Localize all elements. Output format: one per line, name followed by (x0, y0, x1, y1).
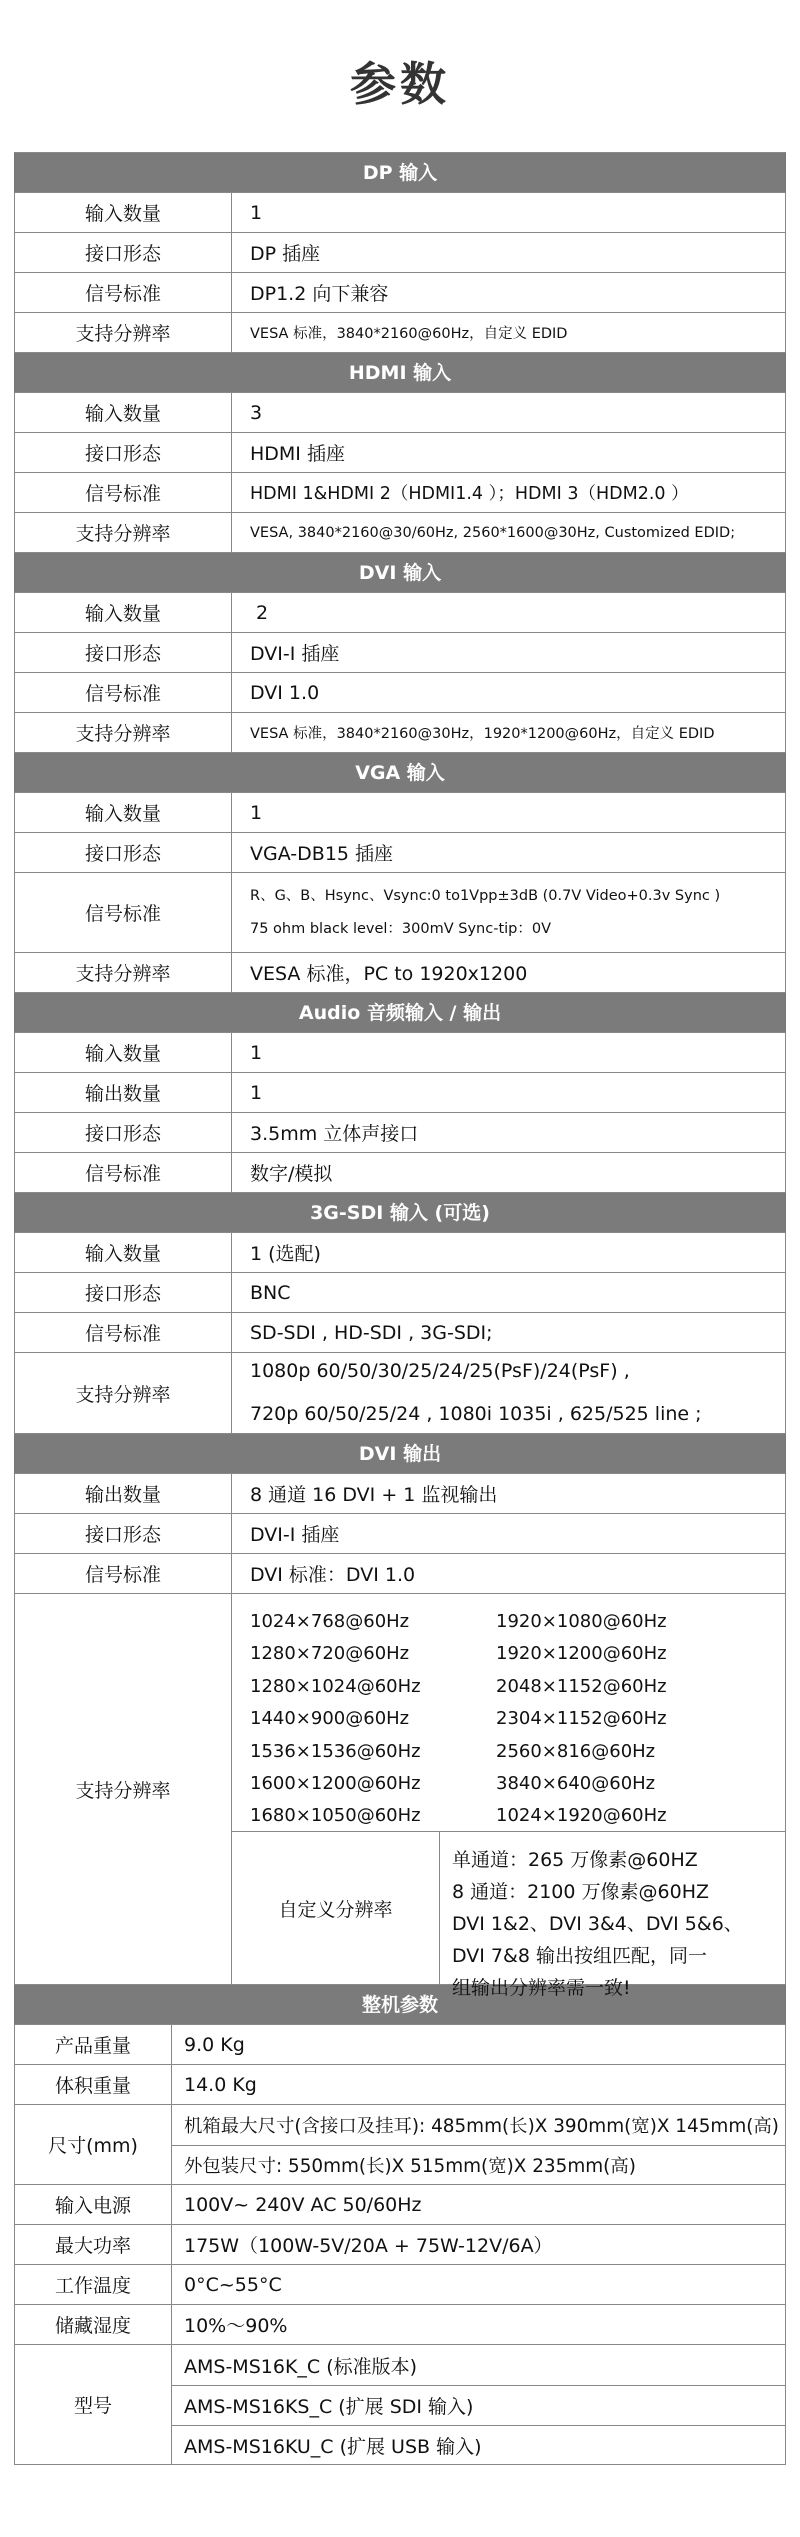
table-row (14, 2345, 786, 2465)
table-row (14, 473, 786, 513)
row-label: 信号标准 (15, 473, 232, 512)
row-value: 数字/模拟 (250, 1163, 333, 1185)
row-value: 1 (250, 1041, 263, 1064)
row-value: DVI-I 插座 (250, 643, 340, 665)
table-row (14, 1353, 786, 1434)
row-value: VESA 标准，PC to 1920x1200 (250, 963, 528, 985)
row-label: 工作温度 (15, 2265, 172, 2304)
row-label: 支持分辨率 (15, 953, 232, 992)
table-row (14, 1273, 786, 1313)
table-row (14, 1153, 786, 1193)
row-value: 1 (250, 1081, 263, 1104)
resolution-item: 2048×1152@60Hz (496, 1675, 667, 1697)
table-row (14, 1233, 786, 1273)
row-value: 2 (256, 601, 269, 624)
row-label: 接口形态 (15, 633, 232, 672)
row-label: 输入数量 (15, 1233, 232, 1272)
page-title: 参数 (350, 57, 450, 111)
row-value: HDMI 插座 (250, 443, 345, 465)
row-label: 接口形态 (15, 1273, 232, 1312)
row-label: 信号标准 (15, 1153, 232, 1192)
table-row (14, 1514, 786, 1554)
row-label: 输出数量 (15, 1474, 232, 1513)
table-row (14, 1073, 786, 1113)
table-row (14, 793, 786, 833)
value-line: DVI 7&8 输出按组匹配，同一 (452, 1945, 707, 1967)
row-value: HDMI 1&HDMI 2（HDMI1.4 ）；HDMI 3（HDM2.0 ） (250, 484, 689, 504)
row-value: 3.5mm 立体声接口 (250, 1123, 419, 1145)
row-label: 输出数量 (15, 1073, 232, 1112)
row-value: 9.0 Kg (184, 2033, 245, 2056)
table-row (14, 2185, 786, 2225)
resolution-item: 1536×1536@60Hz (250, 1740, 421, 1762)
row-label: 尺寸(mm) (15, 2105, 172, 2184)
resolution-item: 1280×720@60Hz (250, 1643, 410, 1665)
section-header-hdmi: HDMI 输入 (14, 353, 786, 393)
row-label: 输入数量 (15, 593, 232, 632)
row-value: 3 (250, 401, 263, 424)
resolution-item: 1440×900@60Hz (250, 1708, 410, 1730)
table-row (14, 2065, 786, 2105)
table-row (14, 1313, 786, 1353)
row-label: 产品重量 (15, 2025, 172, 2064)
table-row (14, 513, 786, 553)
table-row (14, 393, 786, 433)
table-row (14, 2105, 786, 2185)
row-value: 0°C~55°C (184, 2273, 282, 2296)
resolution-item: 1680×1050@60Hz (250, 1805, 421, 1827)
row-value: DP 插座 (250, 243, 321, 265)
row-value: 10%～90% (184, 2315, 288, 2337)
row-value (232, 873, 785, 952)
resolution-item: 1024×768@60Hz (250, 1611, 410, 1632)
row-value (232, 1353, 785, 1433)
row-value: BNC (250, 1281, 291, 1304)
row-label: 接口形态 (15, 433, 232, 472)
row-value: VGA-DB15 插座 (250, 843, 394, 865)
custom-resolution-row (232, 1832, 785, 1999)
row-value: 1 (250, 201, 263, 224)
row-value: VESA 标准，3840*2160@30Hz，1920*1200@60Hz，自定义 EDID (250, 726, 715, 742)
row-value: 175W（100W-5V/20A + 75W-12V/6A） (184, 2235, 553, 2257)
row-label: 信号标准 (15, 1313, 232, 1352)
row-label: 体积重量 (15, 2065, 172, 2104)
row-value: 8 通道 16 DVI + 1 监视输出 (250, 1484, 498, 1506)
table-row (14, 193, 786, 233)
value-line: DVI 1&2、DVI 3&4、DVI 5&6、 (452, 1913, 743, 1935)
custom-resolution-label: 自定义分辨率 (232, 1832, 440, 1985)
table-row (14, 593, 786, 633)
table-row (14, 1113, 786, 1153)
value-line: 8 通道：2100 万像素@60HZ (452, 1881, 710, 1903)
resolution-item: 1600×1200@60Hz (250, 1773, 421, 1795)
value-line: 1080p 60/50/30/25/24/25(PsF)/24(PsF) , (250, 1360, 630, 1382)
row-label: 支持分辨率 (15, 513, 232, 552)
row-label: 型号 (15, 2345, 172, 2464)
row-value (172, 2345, 785, 2464)
table-row (14, 1474, 786, 1514)
table-row (14, 713, 786, 753)
resolution-item: 1280×1024@60Hz (250, 1675, 421, 1697)
spec-table (14, 152, 786, 2465)
table-row (14, 273, 786, 313)
table-row (14, 873, 786, 953)
row-value: DVI-I 插座 (250, 1524, 340, 1546)
table-row (14, 2025, 786, 2065)
row-value: 1 (选配) (250, 1243, 321, 1265)
table-row (14, 833, 786, 873)
custom-resolution-value (440, 1832, 785, 1999)
value-line: R、G、B、Hsync、Vsync:0 to1Vpp±3dB (0.7V Video+0.3v Sync ) (250, 888, 721, 904)
row-label: 输入数量 (15, 193, 232, 232)
row-value: DP1.2 向下兼容 (250, 283, 389, 305)
row-value: 1 (250, 801, 263, 824)
row-label: 信号标准 (15, 273, 232, 312)
value-line: AMS-MS16KS_C (扩展 SDI 输入) (172, 2385, 785, 2425)
row-label: 支持分辨率 (15, 713, 232, 752)
row-label: 接口形态 (15, 233, 232, 272)
resolution-item: 1920×1080@60Hz (496, 1611, 667, 1632)
row-label: 最大功率 (15, 2225, 172, 2264)
value-line: 单通道：265 万像素@60HZ (452, 1849, 698, 1871)
resolution-item: 1920×1200@60Hz (496, 1643, 667, 1665)
value-line: 组输出分辨率需一致! (452, 1977, 631, 1999)
section-header-dvi-output: DVI 输出 (14, 1434, 786, 1474)
row-value: 14.0 Kg (184, 2073, 257, 2096)
section-header-dvi-input: DVI 输入 (14, 553, 786, 593)
table-row (14, 233, 786, 273)
value-line: AMS-MS16K_C (标准版本) (184, 2355, 418, 2378)
value-line: 720p 60/50/25/24 , 1080i 1035i , 625/525 line ; (250, 1403, 702, 1425)
row-label: 输入数量 (15, 793, 232, 832)
row-label: 支持分辨率 (15, 1353, 232, 1433)
row-label: 输入电源 (15, 2185, 172, 2224)
row-value (172, 2105, 785, 2184)
row-label: 输入数量 (15, 1033, 232, 1072)
row-label: 接口形态 (15, 1113, 232, 1152)
row-label: 支持分辨率 (15, 1594, 232, 1984)
table-row (14, 2305, 786, 2345)
row-label: 信号标准 (15, 1554, 232, 1593)
table-row (14, 633, 786, 673)
row-value: DVI 标准：DVI 1.0 (250, 1564, 416, 1586)
row-value: 100V~ 240V AC 50/60Hz (184, 2193, 422, 2216)
table-row (14, 1033, 786, 1073)
row-value: SD-SDI , HD-SDI , 3G-SDI; (250, 1321, 493, 1344)
resolution-item: 2560×816@60Hz (496, 1740, 656, 1762)
section-header-audio: Audio 音频输入 / 输出 (14, 993, 786, 1033)
resolution-list (232, 1594, 785, 1832)
resolution-item: 2304×1152@60Hz (496, 1708, 667, 1730)
value-line: 机箱最大尺寸(含接口及挂耳): 485mm(长)X 390mm(宽)X 145mm(高) (184, 2116, 779, 2137)
section-header-sdi: 3G-SDI 输入 (可选) (14, 1193, 786, 1233)
row-value: VESA 标准，3840*2160@60Hz，自定义 EDID (250, 326, 568, 342)
table-row (14, 313, 786, 353)
value-line: 75 ohm black level：300mV Sync-tip：0V (250, 920, 552, 937)
section-header-dp: DP 输入 (14, 153, 786, 193)
resolution-item: 3840×640@60Hz (496, 1773, 656, 1795)
row-label: 储藏湿度 (15, 2305, 172, 2344)
table-row (14, 1594, 786, 1999)
section-header-machine: 整机参数 (14, 1985, 786, 2025)
value-line: 外包装尺寸: 550mm(长)X 515mm(宽)X 235mm(高) (172, 2145, 785, 2184)
resolution-panel (232, 1594, 785, 1999)
row-label: 支持分辨率 (15, 313, 232, 352)
table-row (14, 2265, 786, 2305)
row-label: 输入数量 (15, 393, 232, 432)
row-label: 接口形态 (15, 1514, 232, 1553)
row-value: DVI 1.0 (250, 681, 320, 704)
table-row (14, 433, 786, 473)
value-line: AMS-MS16KU_C (扩展 USB 输入) (172, 2425, 785, 2464)
table-row (14, 953, 786, 993)
table-row (14, 1554, 786, 1594)
row-label: 信号标准 (15, 673, 232, 712)
table-row (14, 673, 786, 713)
row-value: VESA, 3840*2160@30/60Hz, 2560*1600@30Hz, Customized EDID; (250, 524, 736, 541)
row-label: 接口形态 (15, 833, 232, 872)
resolution-item: 1024×1920@60Hz (496, 1805, 667, 1827)
row-label: 信号标准 (15, 873, 232, 952)
section-header-vga: VGA 输入 (14, 753, 786, 793)
table-row (14, 2225, 786, 2265)
